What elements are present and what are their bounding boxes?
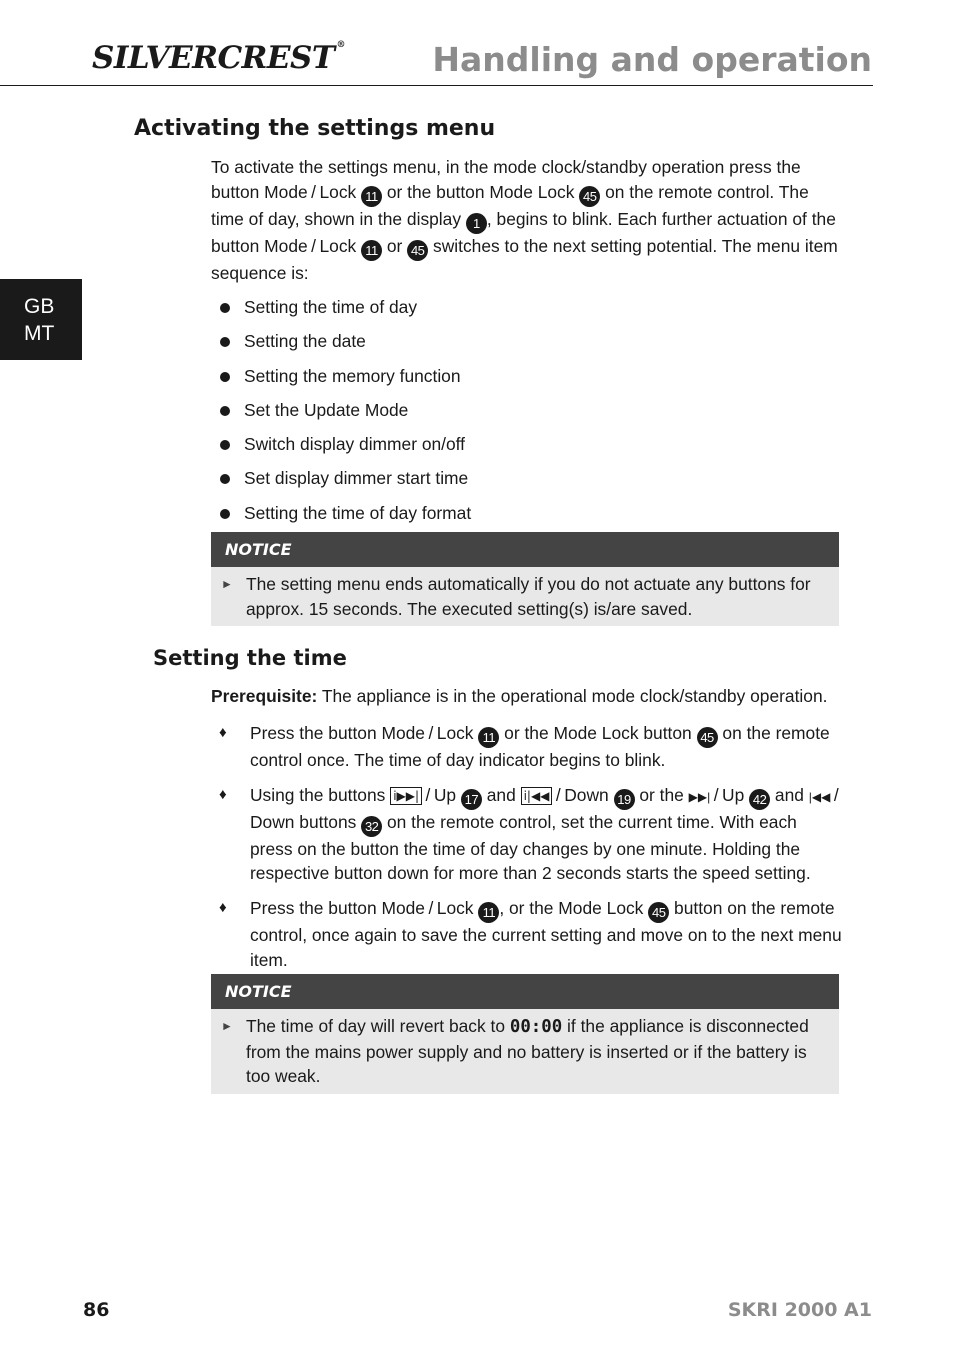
brand-logo (92, 40, 345, 76)
notice-text: The setting menu ends automatically if you do not actuate any buttons for approx. 15 seconds. The executed setting(s) is/are saved. (246, 574, 811, 619)
step-text: on the remote control once. The time of day indicator begins to blink. (250, 723, 830, 770)
list-item (211, 432, 843, 466)
step-text: Press the button Mode / Lock (250, 898, 479, 919)
notice-body (211, 1009, 839, 1094)
intro-text: or the button Mode Lock (382, 182, 580, 202)
list-item-text: Setting the date (244, 331, 366, 352)
notice-text: if the appliance is disconnected from the mains power supply and no battery is inserted or if the battery is too weak. (246, 1016, 809, 1086)
ref-number-badge: 11 (478, 727, 499, 748)
step-text: Press the button Mode / Lock (250, 723, 479, 743)
page-header-title: Handling and operation (432, 40, 872, 79)
notice-text: The time of day will revert back to (246, 1016, 510, 1036)
notice-heading: NOTICE (211, 974, 839, 1009)
step-item (211, 721, 843, 773)
ref-number-badge: 32 (361, 816, 382, 837)
segment-display-value: 00:00 (509, 1017, 563, 1037)
language-code-gb: GB (24, 294, 55, 318)
step-text: and (481, 784, 521, 805)
ref-number-badge: 11 (478, 902, 499, 923)
intro-text: switches to the next setting potential. The menu item sequence is: (211, 236, 838, 283)
step-text: / Down buttons (250, 784, 843, 832)
language-tab (0, 279, 82, 360)
arrow-right-icon: ► (221, 577, 233, 591)
previous-track-icon: |◀◀ (808, 789, 831, 804)
diamond-bullet-icon: ♦ (219, 724, 227, 741)
intro-text: or (382, 236, 408, 256)
notice-heading: NOTICE (211, 532, 839, 567)
skip-forward-icon: i▶▶| (390, 787, 422, 805)
list-item (211, 398, 843, 432)
prerequisite-label: Prerequisite: (211, 686, 318, 706)
ref-number-badge: 45 (579, 186, 600, 207)
list-item (211, 501, 843, 535)
notice-box (211, 974, 839, 1094)
ref-number-badge: 1 (466, 213, 487, 234)
step-text: , or the Mode Lock (499, 898, 649, 919)
menu-sequence-list (211, 295, 843, 535)
ref-number-badge: 45 (648, 902, 669, 923)
page-number: 86 (83, 1299, 110, 1321)
intro-text: , begins to blink. Each further actuation of the button Mode / Lock (211, 209, 836, 256)
ref-number-badge: 42 (749, 789, 770, 810)
ref-number-badge: 11 (361, 240, 382, 261)
bullet-icon (220, 372, 230, 382)
prerequisite-paragraph (211, 684, 843, 709)
list-item-text: Set display dimmer start time (244, 468, 469, 489)
arrow-right-icon: ► (221, 1019, 233, 1033)
section-title-setting-time: Setting the time (153, 646, 347, 670)
step-item (211, 896, 843, 972)
ref-number-badge: 11 (361, 186, 382, 207)
intro-paragraph (211, 155, 843, 286)
ref-number-badge: 45 (407, 240, 428, 261)
brand-name: SILVERCREST (92, 40, 335, 76)
prerequisite-text: The appliance is in the operational mode clock/standby operation. (317, 686, 828, 706)
diamond-bullet-icon: ♦ (219, 785, 227, 803)
next-track-icon: ▶▶| (688, 789, 711, 804)
list-item-text: Setting the memory function (244, 365, 461, 386)
skip-back-icon: i|◀◀ (521, 787, 553, 805)
intro-text: on the remote control. The time of day, shown in the display (211, 182, 809, 229)
step-text: or the Mode Lock button (499, 723, 697, 743)
intro-text: To activate the settings menu, in the mode clock/standby operation press the button Mode / Lock (211, 157, 801, 202)
step-text: Using the buttons (250, 784, 391, 805)
step-text: on the remote control, set the current time. With each press on the button the time of day changes by one minute. Holding the respective button down for more than 2 seconds starts the speed setting. (250, 811, 811, 884)
registered-mark: ® (336, 40, 345, 50)
bullet-icon (220, 303, 230, 313)
list-item-text: Setting the time of day format (244, 502, 472, 523)
step-text: / Up (710, 784, 750, 805)
step-text: button on the remote control, once again to save the current setting and move on to the next menu item. (250, 898, 842, 970)
step-item (211, 783, 843, 886)
list-item (211, 466, 843, 500)
list-item (211, 295, 843, 329)
section-title-activating: Activating the settings menu (134, 116, 496, 141)
diamond-bullet-icon: ♦ (219, 899, 227, 917)
section-activating-body (211, 155, 843, 535)
notice-box (211, 532, 839, 626)
model-number: SKRI 2000 A1 (727, 1299, 872, 1321)
bullet-icon (220, 509, 230, 519)
bullet-icon (220, 337, 230, 347)
step-text: / Up (422, 784, 461, 805)
ref-number-badge: 45 (697, 727, 718, 748)
instruction-steps (211, 721, 843, 973)
ref-number-badge: 19 (614, 789, 635, 810)
header-rule (0, 85, 873, 86)
section-time-body (211, 684, 843, 983)
step-text: / Down (552, 784, 614, 805)
language-code-mt: MT (24, 321, 55, 345)
list-item (211, 364, 843, 398)
bullet-icon (220, 440, 230, 450)
step-text: and (770, 784, 809, 805)
bullet-icon (220, 474, 230, 484)
list-item-text: Set the Update Mode (244, 399, 409, 420)
step-text: or the (634, 784, 689, 805)
ref-number-badge: 17 (461, 789, 482, 810)
list-item-text: Setting the time of day (244, 297, 418, 317)
bullet-icon (220, 406, 230, 416)
list-item-text: Switch display dimmer on/off (244, 434, 466, 455)
list-item (211, 329, 843, 363)
notice-body (211, 567, 839, 626)
